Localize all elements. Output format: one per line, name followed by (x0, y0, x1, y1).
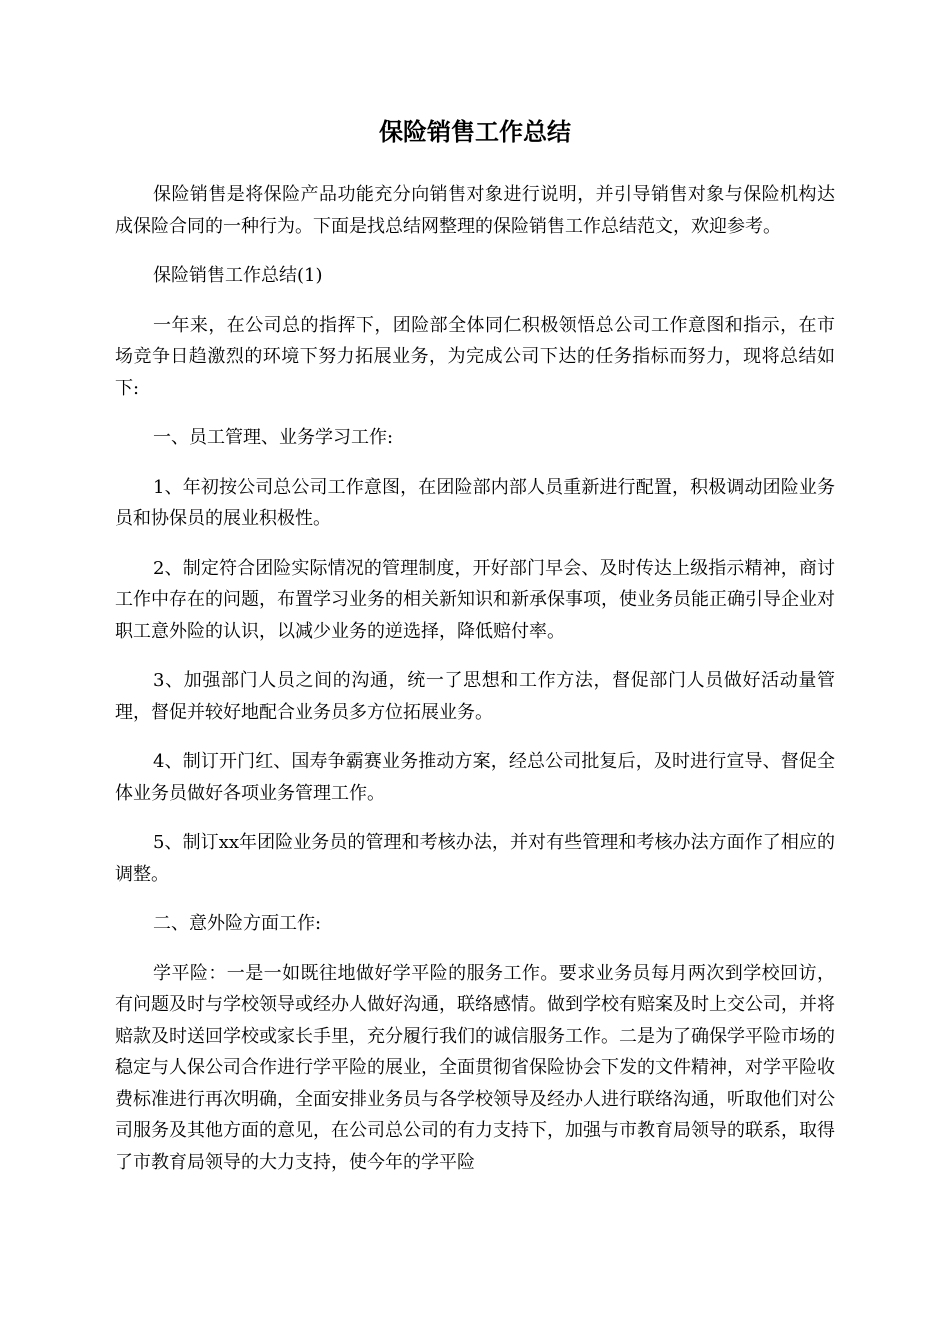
list-item-1: 1、年初按公司总公司工作意图，在团险部内部人员重新进行配置，积极调动团险业务员和协保员的展业积极性。 (115, 476, 835, 529)
document-title: 保险销售工作总结 (379, 118, 571, 146)
list-item-2: 2、制定符合团险实际情况的管理制度，开好部门早会、及时传达上级指示精神，商讨工作中存在的问题，布置学习业务的相关新知识和新承保事项，使业务员能正确引导企业对职工意外险的认识，以减少业务的逆选择，降低赔付率。 (115, 557, 835, 642)
list-item-3: 3、加强部门人员之间的沟通，统一了思想和工作方法，督促部门人员做好活动量管理，督促并较好地配合业务员多方位拓展业务。 (115, 670, 835, 723)
section-heading-part-1: 保险销售工作总结(1) (153, 265, 323, 286)
document-body (115, 179, 835, 1196)
list-item-5: 5、制订xx年团险业务员的管理和考核办法，并对有些管理和考核办法方面作了相应的调整。 (115, 832, 835, 885)
section-heading-staff-management: 一、员工管理、业务学习工作: (153, 427, 394, 448)
student-insurance-paragraph: 学平险：一是一如既往地做好学平险的服务工作。要求业务员每月两次到学校回访，有问题及时与学校领导或经办人做好沟通，联络感情。做到学校有赔案及时上交公司，并将赔款及时送回学校或家长手里，充分履行我们的诚信服务工作。二是为了确保学平险市场的稳定与人保公司合作进行学平险的展业，全面贯彻省保险协会下发的文件精神，对学平险收费标准进行再次明确，全面安排业务员与各学校领导及经办人进行联络沟通，听取他们对公司服务及其他方面的意见，在公司总公司的有力支持下，加强与市教育局领导的联系，取得了市教育局领导的大力支持，使今年的学平险 (115, 962, 835, 1173)
intro-paragraph: 保险销售是将保险产品功能充分向销售对象进行说明，并引导销售对象与保险机构达成保险合同的一种行为。下面是找总结网整理的保险销售工作总结范文，欢迎参考。 (115, 184, 835, 237)
overview-paragraph: 一年来，在公司总的指挥下，团险部全体同仁积极领悟总公司工作意图和指示，在市场竞争日趋激烈的环境下努力拓展业务，为完成公司下达的任务指标而努力，现将总结如下: (115, 314, 835, 399)
section-heading-accident-insurance: 二、意外险方面工作: (153, 913, 322, 934)
list-item-4: 4、制订开门红、国寿争霸赛业务推动方案，经总公司批复后，及时进行宣导、督促全体业务员做好各项业务管理工作。 (115, 751, 835, 804)
